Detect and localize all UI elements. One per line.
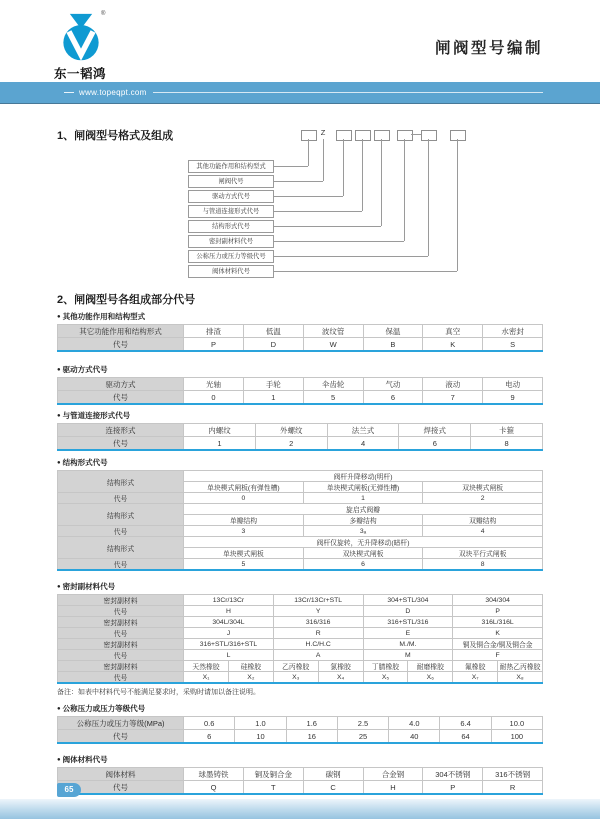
diagram-leader-line xyxy=(362,139,363,211)
code-table-section xyxy=(57,311,543,352)
table-cell: B xyxy=(363,338,423,352)
table-label-cell: 结构形式 xyxy=(58,537,184,559)
table-row xyxy=(58,537,543,548)
table-cell: 13Cr/13Cr+STL xyxy=(273,595,363,606)
table-cell: X₁ xyxy=(184,672,229,684)
table-label-cell: 密封副材料 xyxy=(58,617,184,628)
table-cell: 100 xyxy=(491,730,542,744)
code-table-section xyxy=(57,410,543,451)
table-cell: K xyxy=(453,628,543,639)
table-label-cell: 代号 xyxy=(58,650,184,661)
table-cell: C xyxy=(303,781,363,795)
table-cell: 316/316 xyxy=(273,617,363,628)
table-cell: 天然橡胶 xyxy=(184,661,229,672)
table-cell: 9 xyxy=(483,391,543,405)
table-cell: 排渣 xyxy=(184,325,244,338)
table-cell: 3 xyxy=(184,526,304,537)
table-label-cell: 代号 xyxy=(58,781,184,795)
diagram-label: 结构形式代号 xyxy=(188,220,274,233)
code-table-section xyxy=(57,364,543,405)
table-cell: 5 xyxy=(303,391,363,405)
band-rule xyxy=(153,92,543,93)
table-row xyxy=(58,781,543,795)
table-cell: L xyxy=(184,650,274,661)
table-row xyxy=(58,628,543,639)
table-cell: 316不锈钢 xyxy=(483,768,543,781)
table-label-cell: 阀体材料 xyxy=(58,768,184,781)
diagram-box xyxy=(301,130,317,141)
table-cell: R xyxy=(483,781,543,795)
table-cell: 阀杆仅旋转，无升降移动(暗杆) xyxy=(184,537,543,548)
website-link[interactable]: www.topeqpt.com xyxy=(79,88,147,97)
table-cell: 阀杆升降移动(明杆) xyxy=(184,471,543,482)
table-cell: 0.6 xyxy=(184,717,235,730)
table-cell: T xyxy=(243,781,303,795)
code-table xyxy=(57,716,543,744)
table-cell: 单块楔式闸板 xyxy=(184,548,304,559)
diagram-label: 驱动方式代号 xyxy=(188,190,274,203)
section1-title: 1、闸阀型号格式及组成 xyxy=(57,130,174,142)
brand-name: 东一韬鸿 xyxy=(53,67,106,81)
code-table xyxy=(57,767,543,795)
diagram-leader-line xyxy=(272,271,457,272)
diagram-leader-line xyxy=(272,196,343,197)
table-cell: X₅ xyxy=(363,672,408,684)
table-cell: 0 xyxy=(184,493,304,504)
table-cell: 卡箍 xyxy=(471,424,543,437)
table-cell: 水密封 xyxy=(483,325,543,338)
table-cell: M./M. xyxy=(363,639,453,650)
table-cell: 10 xyxy=(235,730,286,744)
table-label-cell: 代号 xyxy=(58,628,184,639)
table-cell: 8 xyxy=(423,559,543,571)
diagram-leader-line xyxy=(428,139,429,256)
table-cell: 单瓣结构 xyxy=(184,515,304,526)
table-cell: 1.6 xyxy=(286,717,337,730)
table-cell: 4.0 xyxy=(389,717,440,730)
diagram-code-letter: Z xyxy=(320,128,326,137)
table-cell: 球墨铸铁 xyxy=(184,768,244,781)
section-bullet-title xyxy=(57,311,543,322)
table-cell: 氟橡胶 xyxy=(453,661,498,672)
table-cell: 保温 xyxy=(363,325,423,338)
diagram-label: 与管道连接形式代号 xyxy=(188,205,274,218)
table-cell: 16 xyxy=(286,730,337,744)
table-cell: H xyxy=(184,606,274,617)
footer-band xyxy=(0,799,600,819)
table-row xyxy=(58,606,543,617)
table-cell: Y xyxy=(273,606,363,617)
table-row xyxy=(58,650,543,661)
bullet-label: 与管道连接形式代号 xyxy=(62,411,131,420)
code-table xyxy=(57,324,543,352)
table-cell: 双块楔式闸板 xyxy=(423,482,543,493)
page-title: 闸阀型号编制 xyxy=(434,40,543,57)
table-cell: 0 xyxy=(184,391,244,405)
table-cell: Q xyxy=(184,781,244,795)
table-row xyxy=(58,617,543,628)
bullet-icon: ● xyxy=(57,706,61,712)
table-cell: 2 xyxy=(255,437,327,451)
table-row xyxy=(58,424,543,437)
bullet-icon: ● xyxy=(57,367,61,373)
table-label-cell: 密封副材料 xyxy=(58,639,184,650)
table-cell: 手轮 xyxy=(243,378,303,391)
header-band xyxy=(0,82,600,104)
page-number-badge: 65 xyxy=(57,783,81,797)
section-bullet-title xyxy=(57,457,543,468)
section-bullet-title xyxy=(57,581,543,592)
table-row xyxy=(58,378,543,391)
table-cell: 6.4 xyxy=(440,717,491,730)
table-cell: 光轴 xyxy=(184,378,244,391)
table-label-cell: 代号 xyxy=(58,559,184,571)
band-dash xyxy=(64,92,74,93)
code-table-section xyxy=(57,457,543,571)
table-row xyxy=(58,526,543,537)
table-cell: 双块平行式闸板 xyxy=(423,548,543,559)
table-cell: 合金钢 xyxy=(363,768,423,781)
table-cell: 1 xyxy=(303,493,423,504)
bullet-label: 结构形式代号 xyxy=(62,458,108,467)
table-cell: W xyxy=(303,338,363,352)
table-cell: 25 xyxy=(337,730,388,744)
table-cell: K xyxy=(423,338,483,352)
diagram-label: 公称压力或压力等级代号 xyxy=(188,250,274,263)
diagram-leader-line xyxy=(272,256,428,257)
table-cell: 6 xyxy=(363,391,423,405)
table-row xyxy=(58,504,543,515)
table-cell: R xyxy=(273,628,363,639)
table-cell: 3ₐ xyxy=(303,526,423,537)
table-label-cell: 代号 xyxy=(58,672,184,684)
section-bullet-title xyxy=(57,410,543,421)
table-label-cell: 代号 xyxy=(58,526,184,537)
table-label-cell: 代号 xyxy=(58,606,184,617)
diagram-leader-line xyxy=(343,139,344,196)
diagram-box xyxy=(397,130,413,141)
table-cell: A xyxy=(273,650,363,661)
table-cell: 硅橡胶 xyxy=(228,661,273,672)
table-cell: X₆ xyxy=(408,672,453,684)
table-cell: 4 xyxy=(327,437,399,451)
table-cell: P xyxy=(423,781,483,795)
table-label-cell: 连接形式 xyxy=(58,424,184,437)
table-cell: 外螺纹 xyxy=(255,424,327,437)
table-cell: 304+STL/304 xyxy=(363,595,453,606)
table-cell: 焊接式 xyxy=(399,424,471,437)
table-cell: 液动 xyxy=(423,378,483,391)
bullet-icon: ● xyxy=(57,413,61,419)
table-cell: 64 xyxy=(440,730,491,744)
table-cell: 1.0 xyxy=(235,717,286,730)
table-cell: 丁腈橡胶 xyxy=(363,661,408,672)
table-cell: X₂ xyxy=(228,672,273,684)
table-cell: 双块楔式闸板 xyxy=(303,548,423,559)
table-cell: 7 xyxy=(423,391,483,405)
table-row xyxy=(58,768,543,781)
diagram-box xyxy=(336,130,352,141)
table-row xyxy=(58,493,543,504)
diagram-leader-line xyxy=(404,139,405,241)
table-cell: 6 xyxy=(303,559,423,571)
section-bullet-title xyxy=(57,364,543,375)
table-cell: H xyxy=(363,781,423,795)
diagram-connector xyxy=(411,134,421,135)
table-row xyxy=(58,391,543,405)
table-label-cell: 密封副材料 xyxy=(58,661,184,672)
table-cell: 2.5 xyxy=(337,717,388,730)
code-table xyxy=(57,470,543,571)
table-cell: 旋启式阀瓣 xyxy=(184,504,543,515)
table-cell: 304/304 xyxy=(453,595,543,606)
table-label-cell: 公称压力或压力等级(MPa) xyxy=(58,717,184,730)
table-cell: 低温 xyxy=(243,325,303,338)
table-cell: S xyxy=(483,338,543,352)
table-cell: 耐磨橡胶 xyxy=(408,661,453,672)
table-label-cell: 其它功能作用和结构形式 xyxy=(58,325,184,338)
table-label-cell: 密封副材料 xyxy=(58,595,184,606)
diagram-leader-line xyxy=(272,181,323,182)
brand-logo xyxy=(56,12,106,64)
table-cell: 单块楔式闸板(有弹性槽) xyxy=(184,482,304,493)
table-cell: 乙丙橡胶 xyxy=(273,661,318,672)
table-label-cell: 结构形式 xyxy=(58,471,184,493)
code-table-section xyxy=(57,703,543,744)
table-cell: 碳钢 xyxy=(303,768,363,781)
table-cell: 气动 xyxy=(363,378,423,391)
table-label-cell: 代号 xyxy=(58,391,184,405)
table-cell: 电动 xyxy=(483,378,543,391)
table-cell: H.C/H.C xyxy=(273,639,363,650)
table-label-cell: 驱动方式 xyxy=(58,378,184,391)
table-cell: 双瓣结构 xyxy=(423,515,543,526)
table-cell: 6 xyxy=(184,730,235,744)
diagram-label: 其他功能作用和结构型式 xyxy=(188,160,274,173)
table-row xyxy=(58,661,543,672)
code-tables xyxy=(57,311,543,808)
table-cell: E xyxy=(363,628,453,639)
table-cell: 法兰式 xyxy=(327,424,399,437)
diagram-box xyxy=(450,130,466,141)
diagram-leader-line xyxy=(457,139,458,271)
diagram-leader-line xyxy=(272,166,308,167)
table-row xyxy=(58,730,543,744)
bullet-icon: ● xyxy=(57,757,61,763)
table-cell: P xyxy=(453,606,543,617)
diagram-leader-line xyxy=(272,226,381,227)
table-cell: 1 xyxy=(184,437,256,451)
table-row xyxy=(58,437,543,451)
table-cell: 多瓣结构 xyxy=(303,515,423,526)
registered-trademark: ® xyxy=(101,11,106,17)
table-cell: 304不锈钢 xyxy=(423,768,483,781)
bullet-label: 密封副材料代号 xyxy=(62,582,116,591)
diagram-box xyxy=(421,130,437,141)
section-bullet-title xyxy=(57,754,543,765)
table-cell: 316+STL/316 xyxy=(363,617,453,628)
bullet-label: 公称压力或压力等级代号 xyxy=(62,704,146,713)
table-cell: 铜及铜合金/铜及铜合金 xyxy=(453,639,543,650)
table-note: 备注：如表中材料代号不能满足要求时，采购时请加以备注说明。 xyxy=(57,689,260,696)
bullet-label: 驱动方式代号 xyxy=(62,365,108,374)
table-cell: 6 xyxy=(399,437,471,451)
table-row xyxy=(58,639,543,650)
table-cell: 8 xyxy=(471,437,543,451)
table-label-cell: 结构形式 xyxy=(58,504,184,526)
table-cell: 单块楔式闸板(无弹性槽) xyxy=(303,482,423,493)
table-cell: 10.0 xyxy=(491,717,542,730)
diagram-leader-line xyxy=(272,241,404,242)
table-row xyxy=(58,338,543,352)
table-cell: 铜及铜合金 xyxy=(243,768,303,781)
table-cell: 伞齿轮 xyxy=(303,378,363,391)
table-label-cell: 代号 xyxy=(58,338,184,352)
table-cell: X₃ xyxy=(273,672,318,684)
table-cell: M xyxy=(363,650,453,661)
diagram-label: 密封副材料代号 xyxy=(188,235,274,248)
table-cell: J xyxy=(184,628,274,639)
table-cell: X₄ xyxy=(318,672,363,684)
bullet-icon: ● xyxy=(57,460,61,466)
table-cell: P xyxy=(184,338,244,352)
table-cell: 2 xyxy=(423,493,543,504)
table-cell: F xyxy=(453,650,543,661)
code-table xyxy=(57,423,543,451)
table-row xyxy=(58,717,543,730)
diagram-leader-line xyxy=(323,139,324,181)
bullet-icon: ● xyxy=(57,314,61,320)
table-cell: 40 xyxy=(389,730,440,744)
table-row xyxy=(58,559,543,571)
table-cell: 波纹管 xyxy=(303,325,363,338)
table-cell: 4 xyxy=(423,526,543,537)
table-cell: 耐热乙丙橡胶 xyxy=(498,661,543,672)
table-label-cell: 代号 xyxy=(58,493,184,504)
diagram-label: 阀体材料代号 xyxy=(188,265,274,278)
table-cell: 5 xyxy=(184,559,304,571)
table-cell: D xyxy=(243,338,303,352)
table-cell: X₇ xyxy=(453,672,498,684)
section2-title: 2、闸阀型号各组成部分代号 xyxy=(57,294,196,306)
diagram-leader-line xyxy=(272,211,362,212)
bullet-label: 其他功能作用和结构型式 xyxy=(62,312,146,321)
diagram-box xyxy=(355,130,371,141)
table-cell: X₈ xyxy=(498,672,543,684)
table-cell: 316+STL/316+STL xyxy=(184,639,274,650)
code-table xyxy=(57,377,543,405)
table-cell: 13Cr/13Cr xyxy=(184,595,274,606)
table-cell: 304L/304L xyxy=(184,617,274,628)
diagram-label: 闸阀代号 xyxy=(188,175,274,188)
table-cell: 氯橡胶 xyxy=(318,661,363,672)
section2-content xyxy=(57,291,543,808)
diagram-box xyxy=(374,130,390,141)
bullet-icon: ● xyxy=(57,584,61,590)
table-row xyxy=(58,595,543,606)
brand-logo-icon xyxy=(56,12,106,64)
code-table-section xyxy=(57,581,543,697)
table-row xyxy=(58,325,543,338)
bullet-label: 阀体材料代号 xyxy=(62,755,108,764)
table-cell: D xyxy=(363,606,453,617)
code-table xyxy=(57,594,543,684)
table-row xyxy=(58,672,543,684)
table-label-cell: 代号 xyxy=(58,730,184,744)
diagram-leader-line xyxy=(308,139,309,166)
table-cell: 真空 xyxy=(423,325,483,338)
table-row xyxy=(58,471,543,482)
table-cell: 1 xyxy=(243,391,303,405)
section-bullet-title xyxy=(57,703,543,714)
table-cell: 316L/316L xyxy=(453,617,543,628)
table-label-cell: 代号 xyxy=(58,437,184,451)
table-cell: 内螺纹 xyxy=(184,424,256,437)
diagram-leader-line xyxy=(381,139,382,226)
